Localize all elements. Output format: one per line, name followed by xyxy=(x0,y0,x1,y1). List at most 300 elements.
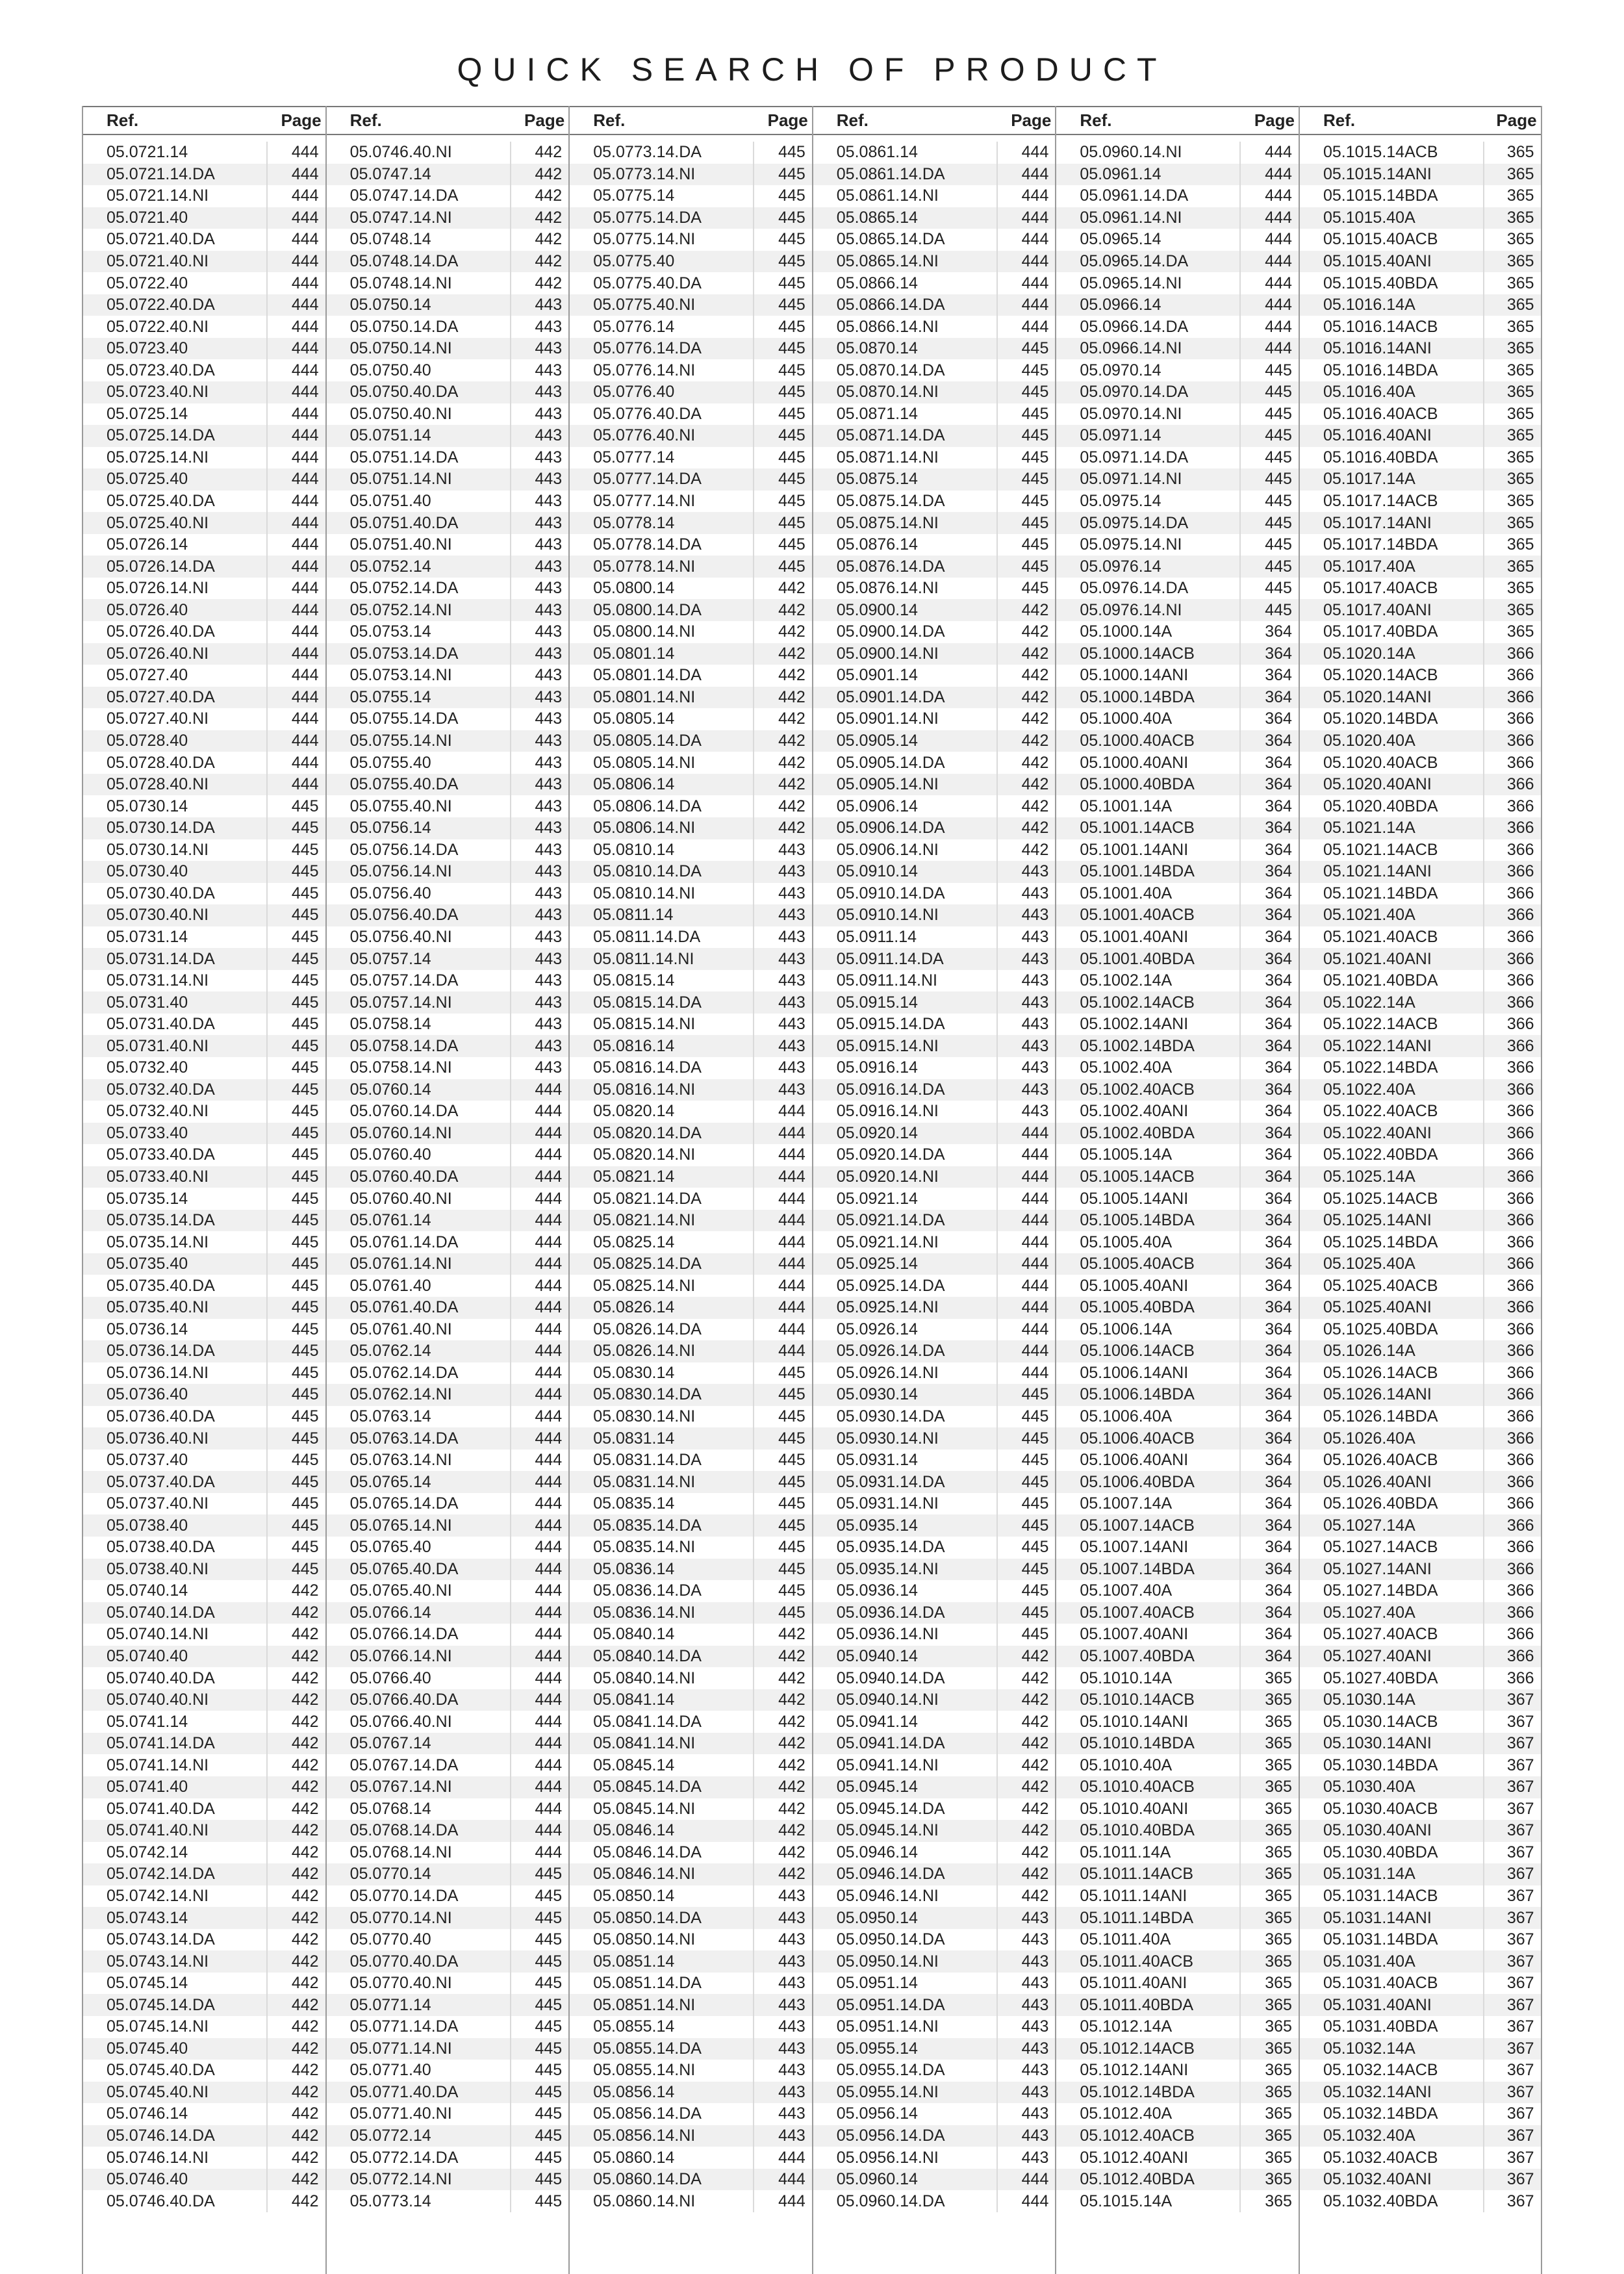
ref-cell: 05.0751.14.NI xyxy=(349,470,452,489)
ref-cell: 05.0766.14.DA xyxy=(349,1625,459,1644)
page-cell: 366 xyxy=(1483,991,1541,1014)
ref-cell: 05.0737.40.NI xyxy=(107,1494,209,1513)
table-row xyxy=(813,1646,1056,1668)
page-cell: 443 xyxy=(996,1014,1056,1036)
ref-cell: 05.0730.40.DA xyxy=(107,884,215,902)
table-row xyxy=(1300,1754,1541,1776)
ref-cell: 05.0733.40 xyxy=(107,1123,188,1142)
table-row xyxy=(1056,534,1299,556)
table-row xyxy=(570,2060,812,2082)
page-cell: 442 xyxy=(266,2190,325,2212)
table-row xyxy=(83,1711,325,1733)
table-row xyxy=(570,359,812,381)
ref-cell: 05.0771.14.DA xyxy=(349,2017,459,2036)
page-cell: 443 xyxy=(996,926,1056,949)
table-row xyxy=(1056,2038,1299,2060)
table-row xyxy=(327,1754,569,1776)
page-cell: 365 xyxy=(1483,207,1541,229)
table-row xyxy=(83,1667,325,1689)
page-cell: 366 xyxy=(1483,1014,1541,1036)
page-cell: 367 xyxy=(1483,2060,1541,2082)
page-cell: 365 xyxy=(1239,1798,1299,1820)
page-cell: 365 xyxy=(1483,447,1541,469)
ref-cell: 05.1011.14BDA xyxy=(1080,1908,1194,1927)
ref-cell: 05.1006.40ANI xyxy=(1080,1451,1189,1470)
ref-cell: 05.0757.14 xyxy=(349,949,431,968)
page-cell: 444 xyxy=(510,1537,569,1559)
page-cell: 442 xyxy=(753,1689,812,1711)
table-row xyxy=(1056,2103,1299,2125)
ref-cell: 05.0742.14.NI xyxy=(107,1887,209,1906)
ref-cell: 05.1016.14A xyxy=(1323,296,1415,314)
ref-cell: 05.0746.14.DA xyxy=(107,2127,215,2145)
ref-cell: 05.1015.40ACB xyxy=(1323,230,1438,249)
page-cell: 443 xyxy=(753,1950,812,1973)
ref-cell: 05.0722.40 xyxy=(107,274,188,292)
page-cell: 445 xyxy=(266,926,325,949)
page-cell: 365 xyxy=(1483,251,1541,273)
page-cell: 444 xyxy=(266,359,325,381)
ref-cell: 05.0733.40.NI xyxy=(107,1167,209,1186)
ref-cell: 05.0935.14.DA xyxy=(836,1538,945,1557)
table-row xyxy=(813,665,1056,687)
ref-cell: 05.1001.14BDA xyxy=(1080,862,1195,881)
page-cell: 444 xyxy=(510,1123,569,1145)
page-cell: 442 xyxy=(753,817,812,839)
ref-cell: 05.0743.14.NI xyxy=(107,1952,209,1971)
page-cell: 367 xyxy=(1483,2190,1541,2212)
ref-cell: 05.0876.14.DA xyxy=(836,557,945,576)
ref-cell: 05.0921.14 xyxy=(836,1189,918,1208)
ref-cell: 05.0751.40 xyxy=(349,492,431,511)
ref-cell: 05.1031.40A xyxy=(1323,1952,1415,1971)
page-cell: 364 xyxy=(1239,839,1299,862)
ref-cell: 05.0756.14.DA xyxy=(349,840,459,859)
table-row xyxy=(1056,1123,1299,1145)
table-row xyxy=(83,1450,325,1472)
ref-cell: 05.1017.14A xyxy=(1323,470,1415,489)
ref-cell: 05.0771.40.DA xyxy=(349,2082,459,2101)
page-cell: 445 xyxy=(266,1297,325,1319)
table-row xyxy=(327,1733,569,1755)
page-cell: 444 xyxy=(1239,142,1299,164)
page-cell: 445 xyxy=(753,359,812,381)
ref-cell: 05.0940.14 xyxy=(836,1647,918,1665)
table-row xyxy=(813,447,1056,469)
table-row xyxy=(570,1231,812,1253)
ref-cell: 05.0747.14 xyxy=(349,164,431,183)
ref-cell: 05.0815.14 xyxy=(593,971,675,990)
ref-cell: 05.0826.14 xyxy=(593,1298,675,1317)
table-row xyxy=(813,491,1056,513)
ref-cell: 05.0761.14.DA xyxy=(349,1233,459,1251)
page-cell: 445 xyxy=(753,1384,812,1406)
ref-cell: 05.0721.14 xyxy=(107,143,188,162)
page-cell: 364 xyxy=(1239,752,1299,774)
ref-cell: 05.0726.40.NI xyxy=(107,644,209,663)
ref-cell: 05.1026.40A xyxy=(1323,1429,1415,1448)
table-row xyxy=(327,948,569,970)
ref-cell: 05.0748.14.NI xyxy=(349,274,452,292)
ref-cell: 05.0845.14 xyxy=(593,1756,675,1774)
table-row xyxy=(1056,164,1299,186)
index-column xyxy=(812,106,1056,2274)
page-cell: 445 xyxy=(1239,491,1299,513)
ref-cell: 05.0775.40 xyxy=(593,252,675,270)
table-row xyxy=(1300,403,1541,426)
ref-cell: 05.0861.14.DA xyxy=(836,164,945,183)
ref-cell: 05.0770.14 xyxy=(349,1865,431,1884)
table-row xyxy=(570,904,812,926)
table-row xyxy=(83,359,325,381)
ref-cell: 05.0861.14 xyxy=(836,143,918,162)
table-row xyxy=(570,1776,812,1798)
page-cell: 367 xyxy=(1483,1711,1541,1733)
table-row xyxy=(813,1079,1056,1101)
page-cell: 445 xyxy=(753,556,812,578)
ref-cell: 05.0901.14.DA xyxy=(836,687,945,706)
table-row xyxy=(83,534,325,556)
table-row xyxy=(813,1144,1056,1166)
page-cell: 445 xyxy=(1239,556,1299,578)
page-cell: 443 xyxy=(753,904,812,926)
ref-cell: 05.1005.40BDA xyxy=(1080,1298,1195,1317)
page-cell: 444 xyxy=(996,294,1056,316)
ref-cell: 05.1032.14BDA xyxy=(1323,2104,1438,2123)
table-row xyxy=(570,817,812,839)
ref-cell: 05.0965.14.DA xyxy=(1080,252,1189,270)
page-cell: 442 xyxy=(753,1754,812,1776)
page-cell: 444 xyxy=(996,1210,1056,1232)
page-cell: 366 xyxy=(1483,708,1541,730)
table-row xyxy=(570,1711,812,1733)
page-cell: 366 xyxy=(1483,1427,1541,1450)
page-cell: 366 xyxy=(1483,970,1541,992)
ref-cell: 05.0876.14.NI xyxy=(836,579,939,598)
ref-cell: 05.0765.14 xyxy=(349,1472,431,1491)
ref-cell: 05.1022.14ANI xyxy=(1323,1036,1432,1055)
page-cell: 364 xyxy=(1239,1384,1299,1406)
ref-cell: 05.0726.14.NI xyxy=(107,579,209,598)
ref-cell: 05.0736.14 xyxy=(107,1320,188,1338)
table-row xyxy=(813,1101,1056,1123)
ref-cell: 05.0751.14.DA xyxy=(349,448,459,466)
ref-cell: 05.1017.40ACB xyxy=(1323,579,1438,598)
table-row xyxy=(570,1362,812,1385)
page-cell: 367 xyxy=(1483,2038,1541,2060)
ref-cell: 05.0746.40 xyxy=(107,2170,188,2189)
table-row xyxy=(570,1275,812,1297)
page-cell: 442 xyxy=(266,1950,325,1973)
page-cell: 366 xyxy=(1483,1362,1541,1385)
ref-cell: 05.1006.14A xyxy=(1080,1320,1173,1338)
page-cell: 443 xyxy=(510,534,569,556)
page-cell: 445 xyxy=(753,251,812,273)
page-cell: 444 xyxy=(266,251,325,273)
table-row xyxy=(327,1842,569,1864)
page-cell: 364 xyxy=(1239,795,1299,817)
page-cell: 443 xyxy=(510,447,569,469)
ref-cell: 05.1006.40A xyxy=(1080,1407,1173,1425)
page-cell: 442 xyxy=(996,817,1056,839)
table-row xyxy=(327,904,569,926)
ref-cell: 05.1010.40A xyxy=(1080,1756,1173,1774)
table-row xyxy=(1300,1362,1541,1385)
table-row xyxy=(570,2190,812,2212)
table-row xyxy=(570,2016,812,2038)
page-cell: 442 xyxy=(996,708,1056,730)
table-row xyxy=(327,970,569,992)
page-cell: 444 xyxy=(510,1340,569,1362)
table-row xyxy=(570,1166,812,1188)
table-row xyxy=(83,185,325,207)
table-row xyxy=(813,1950,1056,1973)
ref-cell: 05.0731.14.NI xyxy=(107,971,209,990)
table-row xyxy=(570,1427,812,1450)
page-cell: 444 xyxy=(510,1471,569,1493)
page-cell: 366 xyxy=(1483,1188,1541,1210)
page-cell: 445 xyxy=(510,1907,569,1929)
ref-cell: 05.0776.40 xyxy=(593,383,675,402)
table-row xyxy=(83,2038,325,2060)
table-row xyxy=(327,1689,569,1711)
table-row xyxy=(570,621,812,643)
page-cell: 445 xyxy=(266,1188,325,1210)
table-row xyxy=(83,1471,325,1493)
table-row xyxy=(1300,1602,1541,1624)
table-row xyxy=(570,491,812,513)
table-row xyxy=(327,926,569,949)
ref-cell: 05.1010.14ANI xyxy=(1080,1712,1189,1731)
table-row xyxy=(327,861,569,883)
page-cell: 444 xyxy=(510,1776,569,1798)
ref-cell: 05.0773.14 xyxy=(349,2191,431,2210)
table-row xyxy=(1300,381,1541,403)
page-cell: 442 xyxy=(996,665,1056,687)
ref-cell: 05.0916.14.NI xyxy=(836,1102,939,1121)
table-row xyxy=(1300,1231,1541,1253)
page-cell: 445 xyxy=(753,1493,812,1515)
page-cell: 364 xyxy=(1239,1319,1299,1341)
ref-cell: 05.0871.14.DA xyxy=(836,426,945,445)
page-cell: 442 xyxy=(753,1820,812,1842)
ref-cell: 05.0723.40.NI xyxy=(107,383,209,402)
ref-cell: 05.1011.40BDA xyxy=(1080,1995,1194,2014)
page-cell: 444 xyxy=(266,491,325,513)
ref-cell: 05.0941.14.NI xyxy=(836,1756,939,1774)
table-row xyxy=(327,795,569,817)
ref-cell: 05.0770.40.DA xyxy=(349,1952,459,1971)
ref-cell: 05.0830.14.NI xyxy=(593,1407,696,1425)
ref-cell: 05.0741.14.DA xyxy=(107,1734,215,1753)
page-cell: 364 xyxy=(1239,1231,1299,1253)
ref-cell: 05.1021.14ANI xyxy=(1323,862,1432,881)
ref-cell: 05.1001.40A xyxy=(1080,884,1173,902)
ref-cell: 05.1025.14ANI xyxy=(1323,1211,1432,1230)
page-cell: 367 xyxy=(1483,1798,1541,1820)
table-row xyxy=(83,1733,325,1755)
table-row xyxy=(570,970,812,992)
table-row xyxy=(570,1406,812,1428)
ref-cell: 05.0941.14.DA xyxy=(836,1734,945,1753)
page-cell: 365 xyxy=(1483,185,1541,207)
page-cell: 442 xyxy=(510,142,569,164)
table-row xyxy=(1056,1537,1299,1559)
page-cell: 445 xyxy=(1239,534,1299,556)
table-row xyxy=(813,1689,1056,1711)
table-row xyxy=(1300,447,1541,469)
table-row xyxy=(813,142,1056,164)
table-row xyxy=(327,359,569,381)
table-row xyxy=(327,2038,569,2060)
ref-cell: 05.0727.40.DA xyxy=(107,687,215,706)
ref-cell: 05.1031.40ACB xyxy=(1323,1974,1438,1993)
page-cell: 443 xyxy=(996,2016,1056,2038)
table-row xyxy=(1056,2016,1299,2038)
page-cell: 444 xyxy=(996,1319,1056,1341)
ref-cell: 05.0731.40.DA xyxy=(107,1015,215,1034)
table-row xyxy=(327,2016,569,2038)
table-row xyxy=(1300,359,1541,381)
page-cell: 365 xyxy=(1239,2082,1299,2104)
table-row xyxy=(327,1188,569,1210)
page-cell: 444 xyxy=(996,1297,1056,1319)
page-cell: 366 xyxy=(1483,1231,1541,1253)
ref-cell: 05.0825.14.DA xyxy=(593,1255,702,1273)
ref-cell: 05.1011.40ACB xyxy=(1080,1952,1194,1971)
page-cell: 444 xyxy=(266,687,325,709)
table-row xyxy=(813,1580,1056,1602)
table-row xyxy=(327,2147,569,2169)
page-cell: 445 xyxy=(996,1493,1056,1515)
table-row xyxy=(813,512,1056,534)
ref-cell: 05.0765.40 xyxy=(349,1538,431,1557)
table-row xyxy=(1300,556,1541,578)
page-cell: 442 xyxy=(996,1820,1056,1842)
ref-cell: 05.0772.14 xyxy=(349,2127,431,2145)
ref-cell: 05.0726.40.DA xyxy=(107,622,215,641)
ref-cell: 05.0921.14.NI xyxy=(836,1233,939,1251)
page-cell: 443 xyxy=(753,861,812,883)
page-cell: 444 xyxy=(996,2190,1056,2212)
ref-cell: 05.1015.40ANI xyxy=(1323,252,1432,270)
page-cell: 444 xyxy=(510,1450,569,1472)
page-cell: 444 xyxy=(510,1297,569,1319)
page-cell: 443 xyxy=(510,403,569,426)
ref-cell: 05.0758.14.NI xyxy=(349,1058,452,1077)
page-cell: 442 xyxy=(996,752,1056,774)
ref-header: Ref. xyxy=(349,110,382,130)
ref-cell: 05.0810.14.NI xyxy=(593,884,696,902)
table-row xyxy=(327,1602,569,1624)
page-cell: 443 xyxy=(753,1014,812,1036)
page-cell: 366 xyxy=(1483,1253,1541,1275)
ref-header: Ref. xyxy=(1323,110,1356,130)
page-cell: 444 xyxy=(510,1754,569,1776)
page-cell: 444 xyxy=(266,164,325,186)
table-row xyxy=(1056,1689,1299,1711)
table-row xyxy=(570,1210,812,1232)
ref-cell: 05.0916.14.DA xyxy=(836,1080,945,1099)
page-cell: 365 xyxy=(1483,381,1541,403)
table-row xyxy=(327,1297,569,1319)
ref-cell: 05.0730.14.DA xyxy=(107,819,215,837)
page-cell: 442 xyxy=(753,621,812,643)
table-row xyxy=(813,991,1056,1014)
page-cell: 443 xyxy=(996,1950,1056,1973)
ref-cell: 05.0850.14.NI xyxy=(593,1930,696,1949)
page-cell: 367 xyxy=(1483,1863,1541,1885)
table-row xyxy=(1056,991,1299,1014)
table-row xyxy=(83,1929,325,1951)
table-row xyxy=(813,1123,1056,1145)
table-row xyxy=(1300,1994,1541,2016)
table-row xyxy=(813,1624,1056,1646)
table-row xyxy=(813,839,1056,862)
ref-header: Ref. xyxy=(593,110,626,130)
table-row xyxy=(327,643,569,665)
page-cell: 445 xyxy=(753,1537,812,1559)
ref-cell: 05.0910.14 xyxy=(836,862,918,881)
table-row xyxy=(570,1297,812,1319)
ref-cell: 05.0801.14 xyxy=(593,644,675,663)
ref-cell: 05.1007.40BDA xyxy=(1080,1647,1195,1665)
table-row xyxy=(83,948,325,970)
page-cell: 365 xyxy=(1239,1711,1299,1733)
table-row xyxy=(1300,2060,1541,2082)
ref-cell: 05.0746.40.NI xyxy=(349,143,452,162)
page-cell: 445 xyxy=(510,2169,569,2191)
page-cell: 443 xyxy=(510,621,569,643)
page-title: QUICK SEARCH OF PRODUCT xyxy=(457,51,1167,88)
ref-cell: 05.0925.14.NI xyxy=(836,1298,939,1317)
table-row xyxy=(327,1101,569,1123)
ref-cell: 05.1010.40ACB xyxy=(1080,1778,1195,1796)
page-cell: 445 xyxy=(510,1973,569,1995)
ref-cell: 05.1030.40ANI xyxy=(1323,1821,1432,1840)
ref-cell: 05.0768.14.DA xyxy=(349,1821,459,1840)
table-row xyxy=(1300,1559,1541,1581)
page-cell: 442 xyxy=(753,774,812,796)
table-row xyxy=(1056,1602,1299,1624)
table-row xyxy=(570,774,812,796)
page-cell: 445 xyxy=(996,578,1056,600)
ref-cell: 05.1000.40ACB xyxy=(1080,732,1195,750)
table-row xyxy=(83,926,325,949)
table-row xyxy=(83,1101,325,1123)
table-row xyxy=(570,556,812,578)
table-row xyxy=(83,1427,325,1450)
table-row xyxy=(327,1427,569,1450)
page-cell: 366 xyxy=(1483,1602,1541,1624)
table-row xyxy=(327,1057,569,1079)
page-cell: 442 xyxy=(753,578,812,600)
page-cell: 442 xyxy=(753,643,812,665)
table-row xyxy=(1300,316,1541,338)
ref-cell: 05.1016.40A xyxy=(1323,383,1415,402)
page-cell: 442 xyxy=(510,185,569,207)
table-row xyxy=(570,229,812,251)
page-cell: 443 xyxy=(510,316,569,338)
table-row xyxy=(1300,795,1541,817)
ref-cell: 05.0756.40 xyxy=(349,884,431,902)
ref-cell: 05.0865.14 xyxy=(836,208,918,227)
page-cell: 364 xyxy=(1239,1427,1299,1450)
page-cell: 442 xyxy=(996,839,1056,862)
ref-cell: 05.0746.40.DA xyxy=(107,2191,215,2210)
page-cell: 445 xyxy=(753,1559,812,1581)
table-row xyxy=(327,1253,569,1275)
